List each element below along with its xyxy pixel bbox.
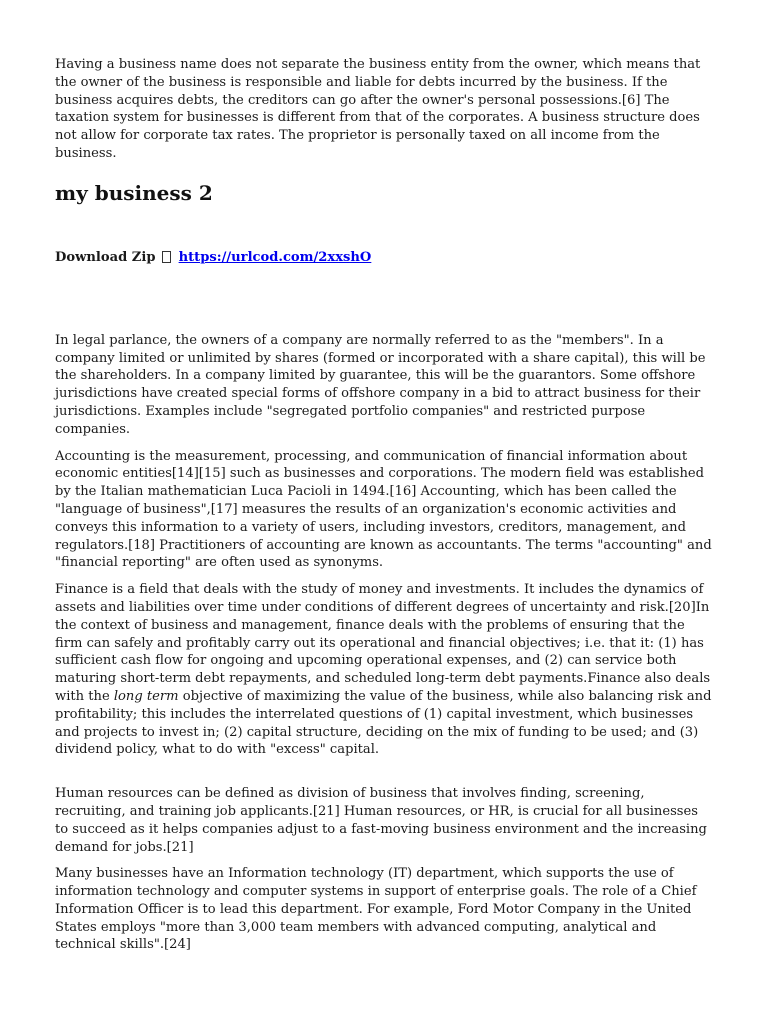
download-link[interactable]: https://urlcod.com/2xxshO [178, 249, 372, 265]
members-paragraph: In legal parlance, the owners of a company are normally referred to as the "members". In a company limited or unlimited by shares (formed or incorporated with a share capital), this will be the shareholders. In a company limited by guarantee, this will be the guarantors. Some offshore jurisdictions have created special forms of offshore company in a bid to attract business for their jurisdictions. Examples include "segregated portfolio companies" and restricted purpose companies. [55, 332, 706, 437]
finance-emphasis: long term [113, 688, 179, 704]
finance-text-part2: objective of maximizing the value of the business, while also balancing risk and profitability; this includes the interrelated questions of (1) capital investment, which businesses and projects to invest in; (2) capital structure, deciding on the mix of funding to be used; and (3) dividend policy, what to do with "excess" capital. [55, 688, 712, 758]
finance-text-part1: Finance is a field that deals with the study of money and investments. It includes the dynamics of assets and liabilities over time under conditions of different degrees of uncertainty and risk.[20]In the context of business and management, finance deals with the problems of ensuring that the firm can safely and profitably carry out its operational and financial objectives; i.e. that it: (1) has sufficient cash flow for ongoing and upcoming operational expenses, and (2) can service both maturing short-term debt repayments, and scheduled long-term debt payments.Finance also deals with the [55, 582, 711, 704]
intro-paragraph: Having a business name does not separate the business entity from the owner, which means that the owner of the business is responsible and liable for debts incurred by the business. If the business acquires debts, the creditors can go after the owner's personal possessions.[6] The taxation system for businesses is different from that of the corporates. A business structure does not allow for corporate tax rates. The proprietor is personally taxed on all income from the business. [55, 57, 701, 161]
human-resources-paragraph: Human resources can be defined as division of business that involves finding, screening, recruiting, and training job applicants.[21] Human resources, or HR, is crucial for all businesses to succeed as it helps companies adjust to a fast-moving business environment and the increasing demand for jobs.[21] [55, 786, 707, 855]
it-department-paragraph: Many businesses have an Information technology (IT) department, which supports the use of information technology and computer systems in support of enterprise goals. The role of a Chief Information Officer is to lead this department. For example, Ford Motor Company in the United States employs "more than 3,000 team members with advanced computing, analytical and technical skills".[24] [55, 866, 697, 953]
finance-paragraph [55, 581, 712, 759]
page-title: my business 2 [55, 180, 213, 205]
download-icon [162, 251, 171, 263]
download-line [55, 249, 712, 267]
accounting-paragraph: Accounting is the measurement, processing, and communication of financial information about economic entities[14][15] such as businesses and corporations. The modern field was established by the Italian mathematician Luca Pacioli in 1494.[16] Accounting, which has been called the "language of business",[17] measures the results of an organization's economic activities and conveys this information to a variety of users, including investors, creditors, management, and regulators.[18] Practitioners of accounting are known as accountants. The terms "accounting" and "financial reporting" are often used as synonyms. [55, 448, 712, 571]
download-label: Download Zip [55, 249, 156, 265]
